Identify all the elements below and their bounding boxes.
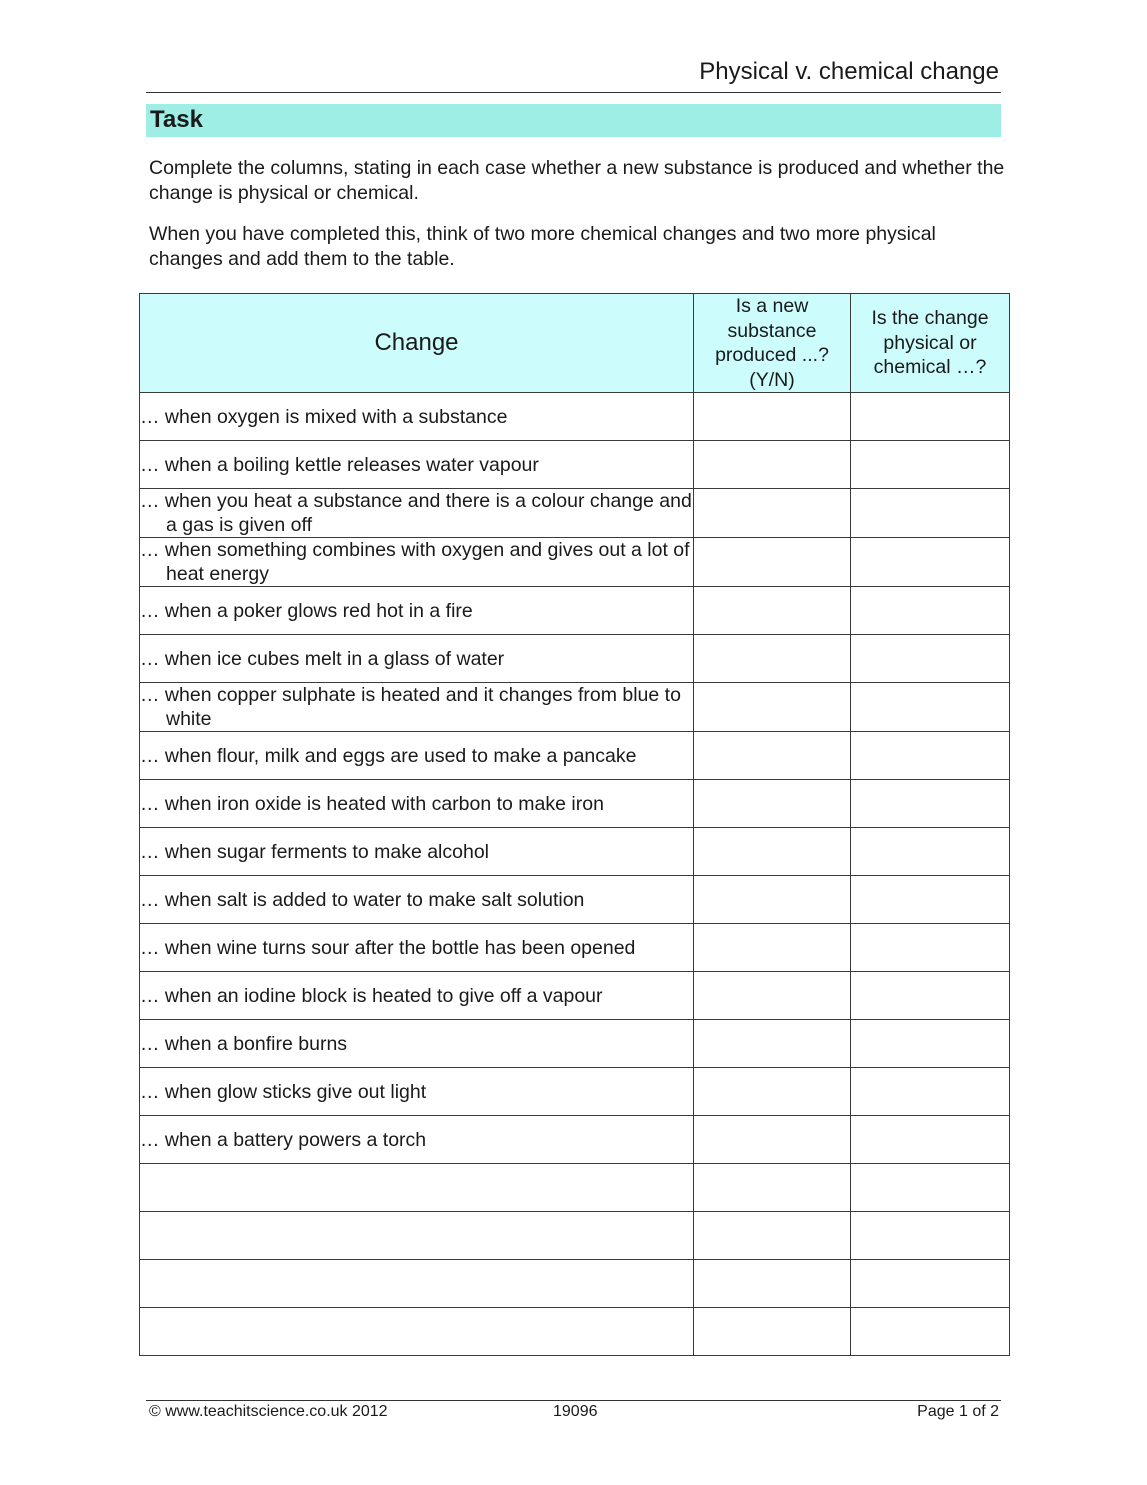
table-row (140, 1020, 1010, 1068)
change-description-cell (140, 876, 694, 924)
change-description-text: … when iron oxide is heated with carbon to make iron (140, 792, 604, 815)
new-substance-answer-cell[interactable] (694, 1260, 851, 1308)
worksheet-table (139, 293, 1010, 1356)
table-row (140, 1068, 1010, 1116)
new-substance-answer-cell[interactable] (694, 393, 851, 441)
table-row (140, 1116, 1010, 1164)
column-header-physical-chemical-text: Is the change physical or chemical …? (871, 307, 989, 379)
change-type-answer-cell[interactable] (851, 732, 1010, 780)
change-description-text: … when ice cubes melt in a glass of water (140, 647, 505, 670)
table-row (140, 683, 1010, 732)
change-description-text: … when flour, milk and eggs are used to make a pancake (140, 744, 637, 767)
change-description-cell (140, 1068, 694, 1116)
change-description-text: … when an iodine block is heated to give off a vapour (140, 984, 603, 1007)
change-description-cell (140, 1308, 694, 1356)
footer-divider (146, 1400, 1001, 1401)
change-description-text: … when a poker glows red hot in a fire (140, 599, 473, 622)
change-description-cell (140, 538, 694, 587)
table-row (140, 538, 1010, 587)
table-row (140, 1212, 1010, 1260)
change-type-answer-cell[interactable] (851, 924, 1010, 972)
change-type-answer-cell[interactable] (851, 876, 1010, 924)
task-heading: Task (150, 106, 203, 133)
new-substance-answer-cell[interactable] (694, 441, 851, 489)
table-header-row (140, 294, 1010, 393)
change-type-answer-cell[interactable] (851, 587, 1010, 635)
new-substance-answer-cell[interactable] (694, 1212, 851, 1260)
change-type-answer-cell[interactable] (851, 683, 1010, 732)
column-header-physical-chemical (851, 294, 1010, 393)
change-description-cell (140, 828, 694, 876)
new-substance-answer-cell[interactable] (694, 538, 851, 587)
change-type-answer-cell[interactable] (851, 1260, 1010, 1308)
change-type-answer-cell[interactable] (851, 780, 1010, 828)
table-row (140, 876, 1010, 924)
change-type-answer-cell[interactable] (851, 1116, 1010, 1164)
new-substance-answer-cell[interactable] (694, 780, 851, 828)
table-row (140, 780, 1010, 828)
new-substance-answer-cell[interactable] (694, 587, 851, 635)
change-description-cell (140, 1212, 694, 1260)
column-header-new-substance-text: Is a new substance produced ...? (Y/N) (715, 295, 829, 391)
change-description-text: … when a boiling kettle releases water vapour (140, 453, 539, 476)
change-description-text: … when glow sticks give out light (140, 1080, 427, 1103)
change-type-answer-cell[interactable] (851, 1164, 1010, 1212)
change-description-text: … when a battery powers a torch (140, 1128, 427, 1151)
change-type-answer-cell[interactable] (851, 1068, 1010, 1116)
column-header-change: Change (140, 294, 694, 393)
table-row (140, 441, 1010, 489)
change-type-answer-cell[interactable] (851, 828, 1010, 876)
change-description-cell (140, 780, 694, 828)
table-row (140, 489, 1010, 538)
table-row (140, 972, 1010, 1020)
change-description-cell (140, 732, 694, 780)
new-substance-answer-cell[interactable] (694, 1164, 851, 1212)
change-description-cell (140, 1164, 694, 1212)
footer-page-number: Page 1 of 2 (917, 1403, 999, 1420)
new-substance-answer-cell[interactable] (694, 635, 851, 683)
change-type-answer-cell[interactable] (851, 393, 1010, 441)
change-description-text: … when a bonfire burns (140, 1032, 348, 1055)
new-substance-answer-cell[interactable] (694, 876, 851, 924)
table-body (140, 393, 1010, 1356)
header-divider (146, 92, 1001, 93)
footer-document-code: 19096 (553, 1403, 598, 1420)
change-description-text: … when sugar ferments to make alcohol (140, 840, 490, 863)
change-description-cell (140, 1020, 694, 1068)
task-banner (146, 104, 1001, 137)
table-row (140, 587, 1010, 635)
change-description-cell (140, 441, 694, 489)
table-row (140, 732, 1010, 780)
table-row (140, 924, 1010, 972)
table-row (140, 1260, 1010, 1308)
change-description-cell (140, 972, 694, 1020)
change-description-cell (140, 393, 694, 441)
change-description-text: … when something combines with oxygen and gives out a lot of heat energy (140, 539, 690, 585)
change-description-cell (140, 489, 694, 538)
change-description-cell (140, 683, 694, 732)
change-description-cell (140, 1260, 694, 1308)
new-substance-answer-cell[interactable] (694, 1308, 851, 1356)
change-description-cell (140, 1116, 694, 1164)
change-description-text: … when you heat a substance and there is a colour change and a gas is given off (140, 490, 692, 536)
change-type-answer-cell[interactable] (851, 972, 1010, 1020)
change-type-answer-cell[interactable] (851, 538, 1010, 587)
change-description-text: … when salt is added to water to make salt solution (140, 888, 585, 911)
instruction-paragraph-2: When you have completed this, think of two more chemical changes and two more physical changes and add them to the table. (149, 223, 936, 270)
table-row (140, 1308, 1010, 1356)
new-substance-answer-cell[interactable] (694, 489, 851, 538)
footer-copyright: © www.teachitscience.co.uk 2012 (149, 1403, 388, 1420)
new-substance-answer-cell[interactable] (694, 683, 851, 732)
new-substance-answer-cell[interactable] (694, 972, 851, 1020)
new-substance-answer-cell[interactable] (694, 828, 851, 876)
column-header-new-substance (694, 294, 851, 393)
change-description-cell (140, 587, 694, 635)
table-row (140, 1164, 1010, 1212)
table-row (140, 635, 1010, 683)
change-description-text: … when copper sulphate is heated and it changes from blue to white (140, 684, 681, 730)
change-type-answer-cell[interactable] (851, 1308, 1010, 1356)
instruction-paragraph-1: Complete the columns, stating in each case whether a new substance is produced and whether the change is physical or chemical. (149, 157, 1005, 204)
change-type-answer-cell[interactable] (851, 441, 1010, 489)
page-title: Physical v. chemical change (699, 58, 999, 85)
change-type-answer-cell[interactable] (851, 489, 1010, 538)
table-row (140, 828, 1010, 876)
change-description-cell (140, 635, 694, 683)
change-type-answer-cell[interactable] (851, 635, 1010, 683)
table-row (140, 393, 1010, 441)
change-description-text: … when wine turns sour after the bottle has been opened (140, 936, 636, 959)
change-type-answer-cell[interactable] (851, 1212, 1010, 1260)
new-substance-answer-cell[interactable] (694, 732, 851, 780)
change-description-text: … when oxygen is mixed with a substance (140, 405, 508, 428)
new-substance-answer-cell[interactable] (694, 1020, 851, 1068)
new-substance-answer-cell[interactable] (694, 1116, 851, 1164)
change-type-answer-cell[interactable] (851, 1020, 1010, 1068)
new-substance-answer-cell[interactable] (694, 924, 851, 972)
new-substance-answer-cell[interactable] (694, 1068, 851, 1116)
change-description-cell (140, 924, 694, 972)
